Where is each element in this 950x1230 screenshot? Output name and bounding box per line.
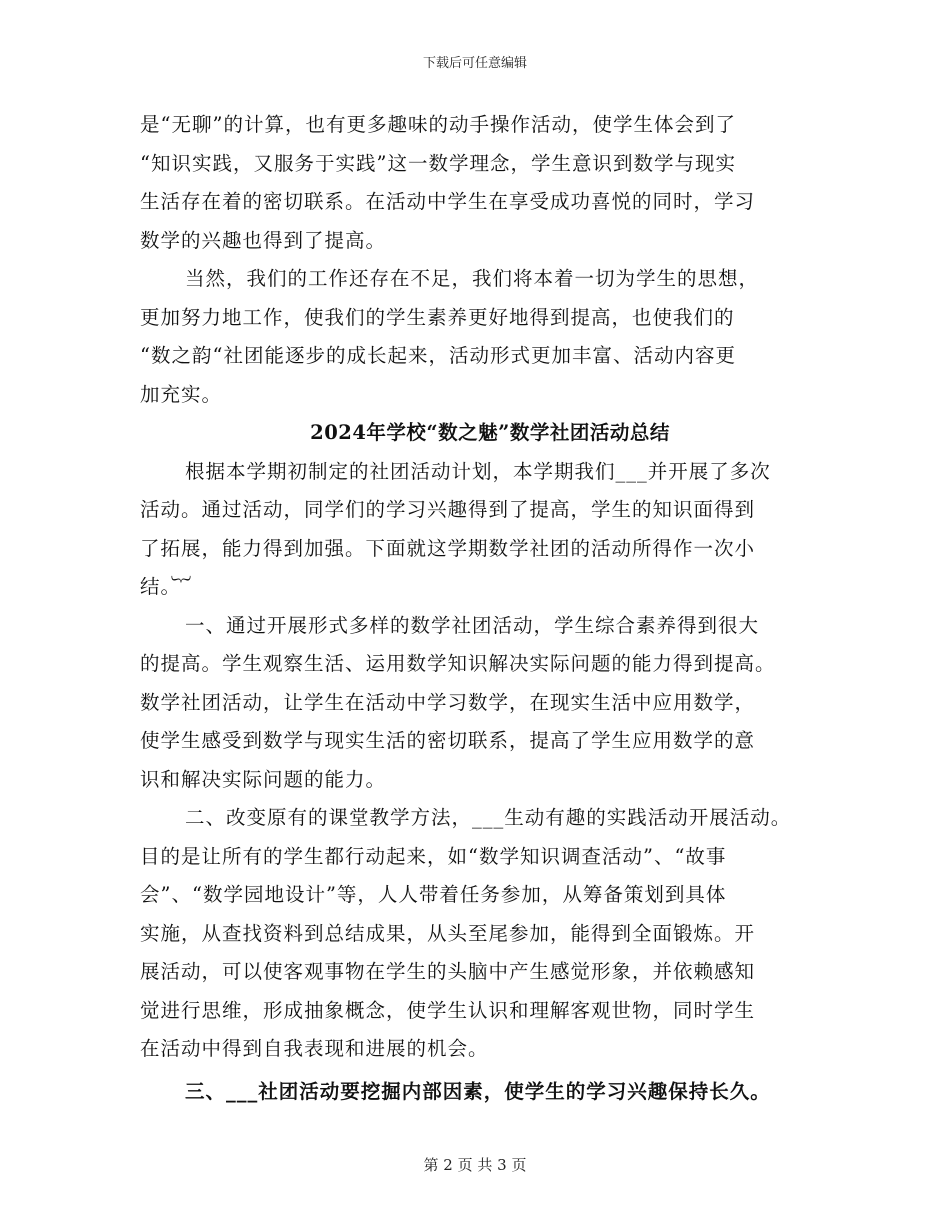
paragraph-top-2	[140, 260, 840, 414]
text-line: 了拓展，能力得到加强。下面就这学期数学社团的活动所得作一次小	[140, 536, 756, 560]
text-line: 使学生感受到数学与现实生活的密切联系，提高了学生应用数学的意	[140, 729, 756, 752]
text-line: 的提高。学生观察生活、运用数学知识解决实际问题的能力得到提高。	[140, 652, 776, 675]
text-line: 目的是让所有的学生都行动起来，如“数学知识调查活动”、“故事	[140, 844, 727, 868]
text-line: 二、改变原有的课堂教学方法，___生动有趣的实践活动开展活动。	[185, 806, 792, 829]
text-line: 是“无聊”的计算，也有更多趣味的动手操作活动，使学生体会到了	[140, 113, 736, 136]
section-title: 2024年学校“数之魅”数学社团活动总结	[310, 421, 670, 444]
paragraph-intro	[140, 453, 840, 607]
text-line: 数学的兴趣也得到了提高。	[140, 228, 387, 252]
text-line: 展活动，可以使客观事物在学生的头脑中产生感觉形象，并依赖感知	[140, 960, 756, 983]
text-line: 生活存在着的密切联系。在活动中学生在享受成功喜悦的同时，学习	[140, 190, 756, 213]
paragraph-top-1	[140, 106, 840, 260]
text-line: 实施，从查找资料到总结成果，从头至尾参加，能得到全面锻炼。开	[140, 921, 756, 945]
document-body	[140, 106, 840, 1111]
text-line: 数学社团活动，让学生在活动中学习数学，在现实生活中应用数学，	[140, 690, 756, 714]
text-line: 活动。通过活动，同学们的学习兴趣得到了提高，学生的知识面得到	[140, 498, 756, 521]
text-line: 会”、“数学园地设计”等，人人带着任务参加，从筹备策划到具体	[140, 883, 727, 906]
text-line: 当然，我们的工作还存在不足，我们将本着一切为学生的思想，	[185, 267, 760, 290]
text-line: 一、通过开展形式多样的数学社团活动，学生综合素养得到很大	[185, 613, 760, 637]
text-line: 更加努力地工作，使我们的学生素养更好地得到提高，也使我们的	[140, 305, 735, 329]
text-line: 结。︸	[140, 575, 192, 598]
text-line: “知识实践，又服务于实践”这一数学理念，学生意识到数学与现实	[140, 151, 736, 175]
paragraph-point-3	[140, 1073, 840, 1112]
page-number: 第 2 页 共 3 页	[423, 1156, 527, 1174]
paragraph-point-1	[140, 607, 840, 800]
text-line: “数之韵“社团能逐步的成长起来，活动形式更加丰富、活动内容更	[140, 344, 736, 367]
text-line: 觉进行思维，形成抽象概念，使学生认识和理解客观世物，同时学生	[140, 998, 756, 1022]
text-line: 在活动中得到自我表现和进展的机会。	[140, 1037, 489, 1060]
text-line: 加充实。	[140, 382, 223, 406]
text-line: 根据本学期初制定的社团活动计划，本学期我们___并开展了多次	[185, 459, 771, 483]
paragraph-point-2	[140, 799, 840, 1069]
text-line: 三、___社团活动要挖掘内部因素，使学生的学习兴趣保持长久。	[185, 1079, 771, 1103]
header-note: 下载后可任意编辑	[422, 56, 527, 71]
text-line: 识和解决实际问题的能力。	[140, 767, 387, 791]
